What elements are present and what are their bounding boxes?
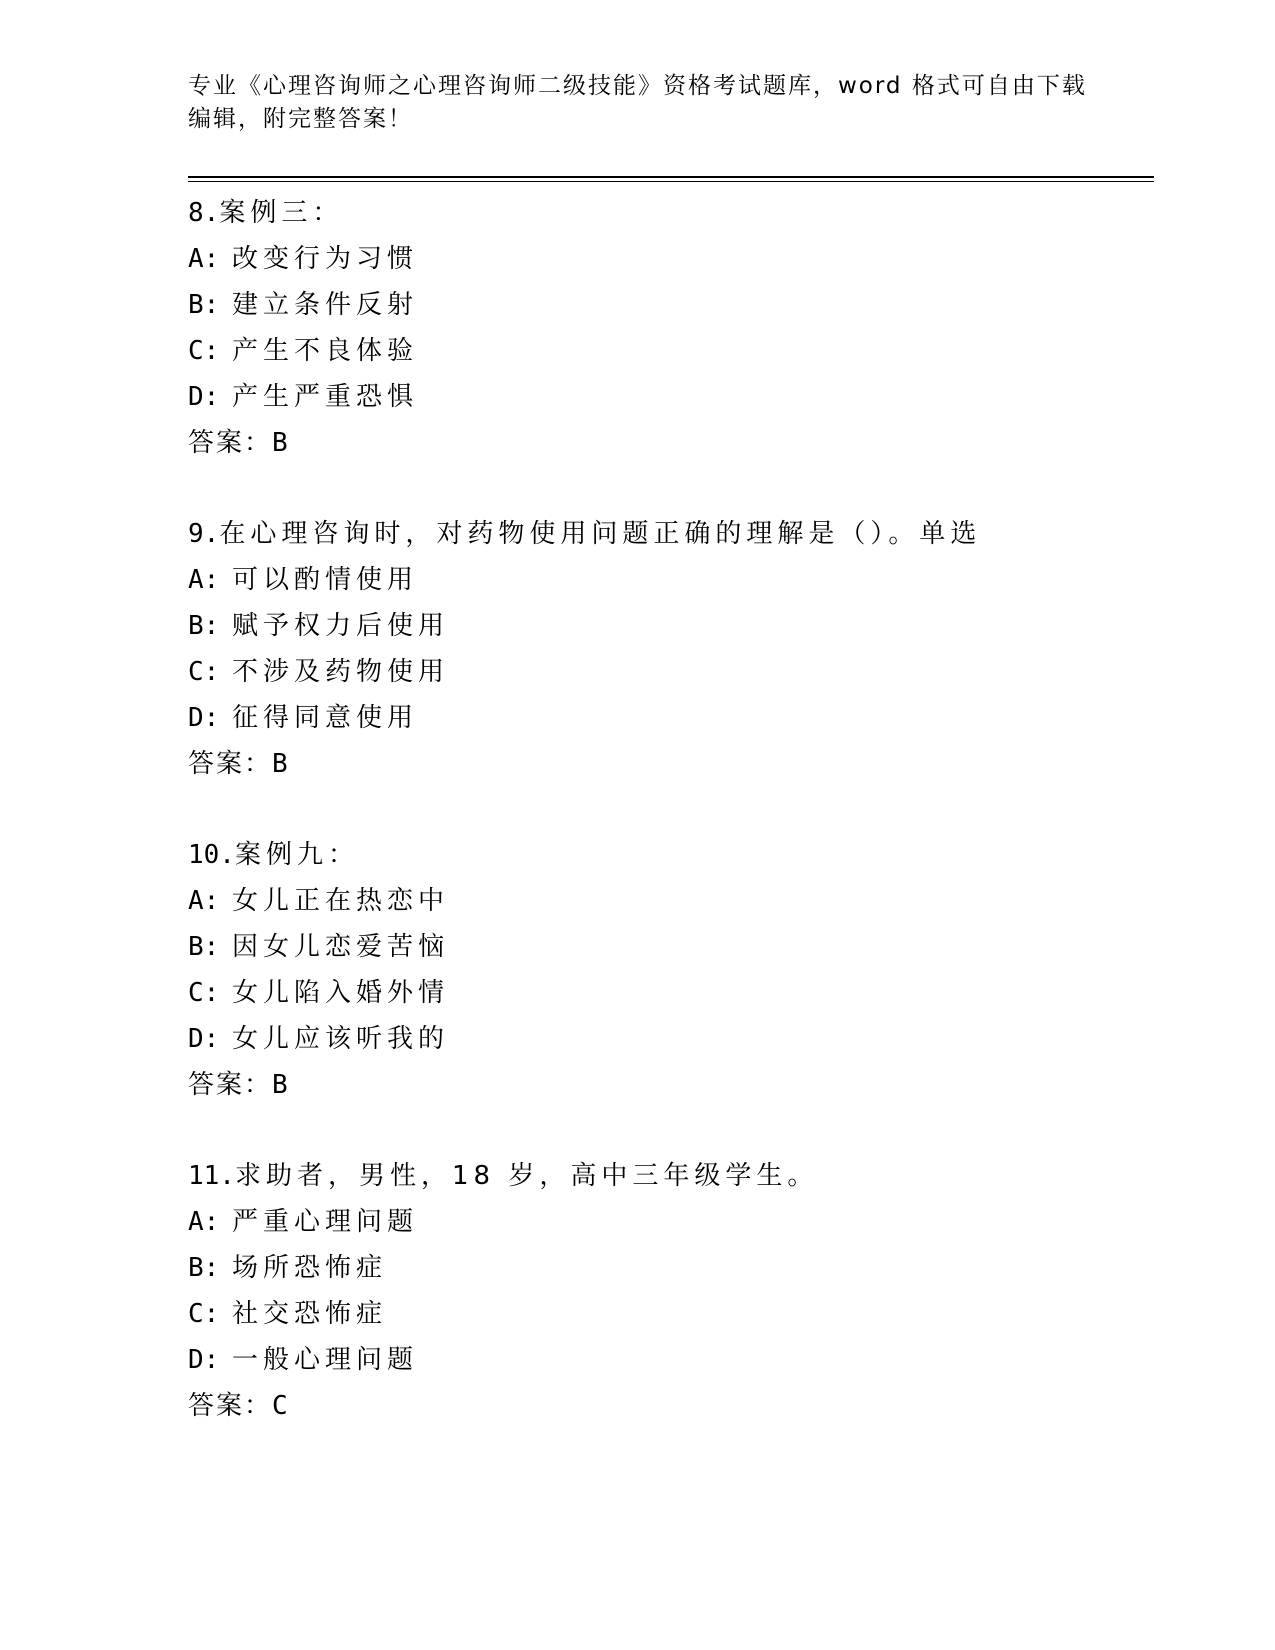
question-spacer [188,787,1154,832]
option-a [188,236,1154,282]
document-header [188,70,1088,136]
question-9 [188,511,1154,787]
option-letter: C: [188,1299,220,1329]
option-letter: C: [188,336,220,366]
question-stem [188,511,1154,557]
option-letter: D: [188,1345,220,1375]
answer-label: 答案： [188,749,273,779]
option-c [188,328,1154,374]
option-letter: C: [188,978,220,1008]
option-c [188,970,1154,1016]
option-text: 征得同意使用 [232,703,419,733]
question-stem [188,832,1154,878]
question-text: 在心理咨询时，对药物使用问题正确的理解是（）。单选 [219,519,982,549]
option-letter: A: [188,244,220,274]
answer-label: 答案： [188,428,273,458]
question-number: 8. [188,198,220,228]
option-text: 女儿陷入婚外情 [232,978,450,1008]
option-text: 严重心理问题 [232,1207,419,1237]
option-letter: B: [188,932,220,962]
option-a [188,878,1154,924]
answer-line [188,741,1154,787]
header-divider-thin [188,181,1154,182]
option-b [188,603,1154,649]
option-letter: C: [188,657,220,687]
question-text: 案例九： [234,840,359,870]
option-letter: A: [188,886,220,916]
question-number: 9. [188,519,220,549]
option-text: 改变行为习惯 [232,244,419,274]
option-text: 因女儿恋爱苦恼 [232,932,450,962]
option-text: 场所恐怖症 [232,1253,388,1283]
option-a [188,1199,1154,1245]
answer-label: 答案： [188,1070,273,1100]
option-letter: D: [188,703,220,733]
question-number: 10. [188,840,235,870]
question-spacer [188,1108,1154,1153]
option-letter: D: [188,1024,220,1054]
answer-line [188,1383,1154,1429]
option-b [188,282,1154,328]
option-text: 产生严重恐惧 [232,382,419,412]
answer-value: B [272,1070,288,1100]
option-text: 不涉及药物使用 [232,657,450,687]
option-a [188,557,1154,603]
option-letter: B: [188,611,220,641]
question-text: 求助者，男性，18 岁，高中三年级学生。 [234,1161,819,1191]
option-letter: D: [188,382,220,412]
option-text: 女儿正在热恋中 [232,886,450,916]
question-text: 案例三： [219,198,344,228]
option-letter: A: [188,565,220,595]
option-d [188,1016,1154,1062]
question-stem [188,1153,1154,1199]
option-letter: A: [188,1207,220,1237]
option-text: 女儿应该听我的 [232,1024,450,1054]
answer-value: B [272,428,288,458]
option-letter: B: [188,290,220,320]
header-divider-thick [188,176,1154,178]
answer-value: C [272,1391,288,1421]
answer-line [188,420,1154,466]
option-text: 一般心理问题 [232,1345,419,1375]
option-text: 产生不良体验 [232,336,419,366]
option-text: 建立条件反射 [232,290,419,320]
question-spacer [188,466,1154,511]
option-text: 社交恐怖症 [232,1299,388,1329]
option-c [188,1291,1154,1337]
answer-label: 答案： [188,1391,273,1421]
header-line-1: 专业《心理咨询师之心理咨询师二级技能》资格考试题库，word 格式可自由下载 [188,73,1087,99]
question-10 [188,832,1154,1108]
answer-value: B [272,749,288,779]
option-b [188,1245,1154,1291]
question-11 [188,1153,1154,1429]
option-d [188,695,1154,741]
option-c [188,649,1154,695]
option-text: 赋予权力后使用 [232,611,450,641]
option-d [188,1337,1154,1383]
header-line-2: 编辑，附完整答案！ [188,106,413,132]
answer-line [188,1062,1154,1108]
option-letter: B: [188,1253,220,1283]
question-number: 11. [188,1161,235,1191]
question-list [188,190,1154,1429]
question-8 [188,190,1154,466]
option-b [188,924,1154,970]
option-text: 可以酌情使用 [232,565,419,595]
option-d [188,374,1154,420]
question-stem [188,190,1154,236]
